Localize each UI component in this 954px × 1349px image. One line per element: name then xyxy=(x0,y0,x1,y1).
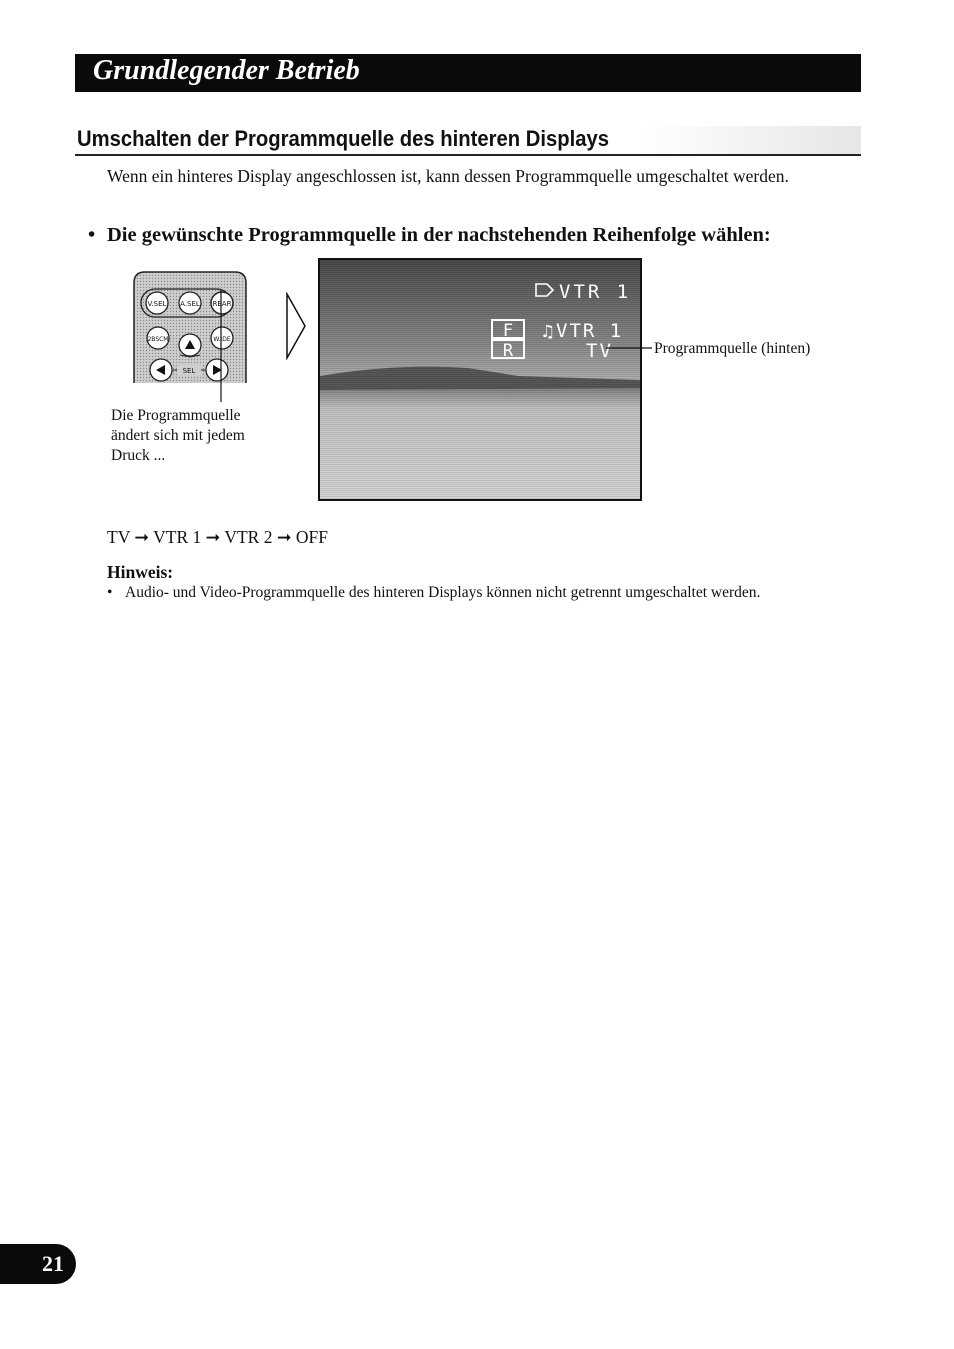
source-pointer-line xyxy=(606,344,654,352)
page-number: 21 xyxy=(42,1251,64,1276)
note-title: Hinweis: xyxy=(107,562,174,582)
intro-paragraph: Wenn ein hinteres Display angeschlossen ist, kann dessen Programmquelle umgeschaltet werden. xyxy=(107,166,789,186)
instruction-step xyxy=(88,222,868,248)
outline-arrow-icon xyxy=(285,292,309,360)
step-bullet: • xyxy=(88,224,96,246)
arrow-right-icon: ➞ xyxy=(276,527,292,547)
svg-text:V.SEL: V.SEL xyxy=(147,300,167,308)
vsel-button-icon xyxy=(146,292,168,314)
page-number-tab xyxy=(0,1244,76,1284)
sequence-item: VTR 1 xyxy=(153,527,202,547)
sequence-item: VTR 2 xyxy=(224,527,273,547)
sequence-item: TV xyxy=(107,527,131,547)
rear-display-screen xyxy=(318,258,642,501)
2bscm-button-icon xyxy=(147,327,169,349)
arrow-right-icon: ➞ xyxy=(134,527,150,547)
rear-source-value: TV xyxy=(586,340,613,362)
front-source-value: VTR 1 xyxy=(556,320,624,342)
svg-text:SEL: SEL xyxy=(182,367,196,375)
rear-tag: R xyxy=(502,341,514,361)
note-item xyxy=(107,583,807,603)
step-text: Die gewünschte Programmquelle in der nachstehenden Reihenfolge wählen: xyxy=(107,224,771,246)
pointer-label: Programmquelle (hinten) xyxy=(654,340,811,357)
arrow-right-icon: ➞ xyxy=(205,527,221,547)
section-title: Umschalten der Programmquelle des hinteren Displays xyxy=(77,126,610,151)
asel-button-icon xyxy=(179,292,201,314)
screen-top-label: VTR 1 xyxy=(559,281,632,303)
svg-text:A.SEL: A.SEL xyxy=(180,300,200,308)
sequence-item: OFF xyxy=(295,527,329,547)
music-note-icon: ♫ xyxy=(540,322,556,342)
remote-leader-line xyxy=(215,290,227,402)
front-tag: F xyxy=(502,321,514,341)
chapter-title: Grundlegender Betrieb xyxy=(93,55,360,86)
svg-text:REAR: REAR xyxy=(212,300,232,308)
note-text: Audio- und Video-Programmquelle des hinteren Displays können nicht getrennt umgeschaltet werden. xyxy=(125,584,761,601)
up-arrow-button-icon xyxy=(179,334,201,356)
chapter-banner xyxy=(75,54,861,92)
note-bullet: • xyxy=(107,584,113,601)
source-sequence xyxy=(107,526,328,548)
section-heading xyxy=(75,126,861,156)
remote-control-illustration xyxy=(133,271,247,383)
svg-text:W.IDE: W.IDE xyxy=(213,336,231,343)
figure-caption: Die Programmquelle ändert sich mit jedem Druck ... xyxy=(111,407,245,464)
svg-text:2BSCM: 2BSCM xyxy=(147,336,169,343)
left-arrow-button-icon xyxy=(150,359,172,381)
